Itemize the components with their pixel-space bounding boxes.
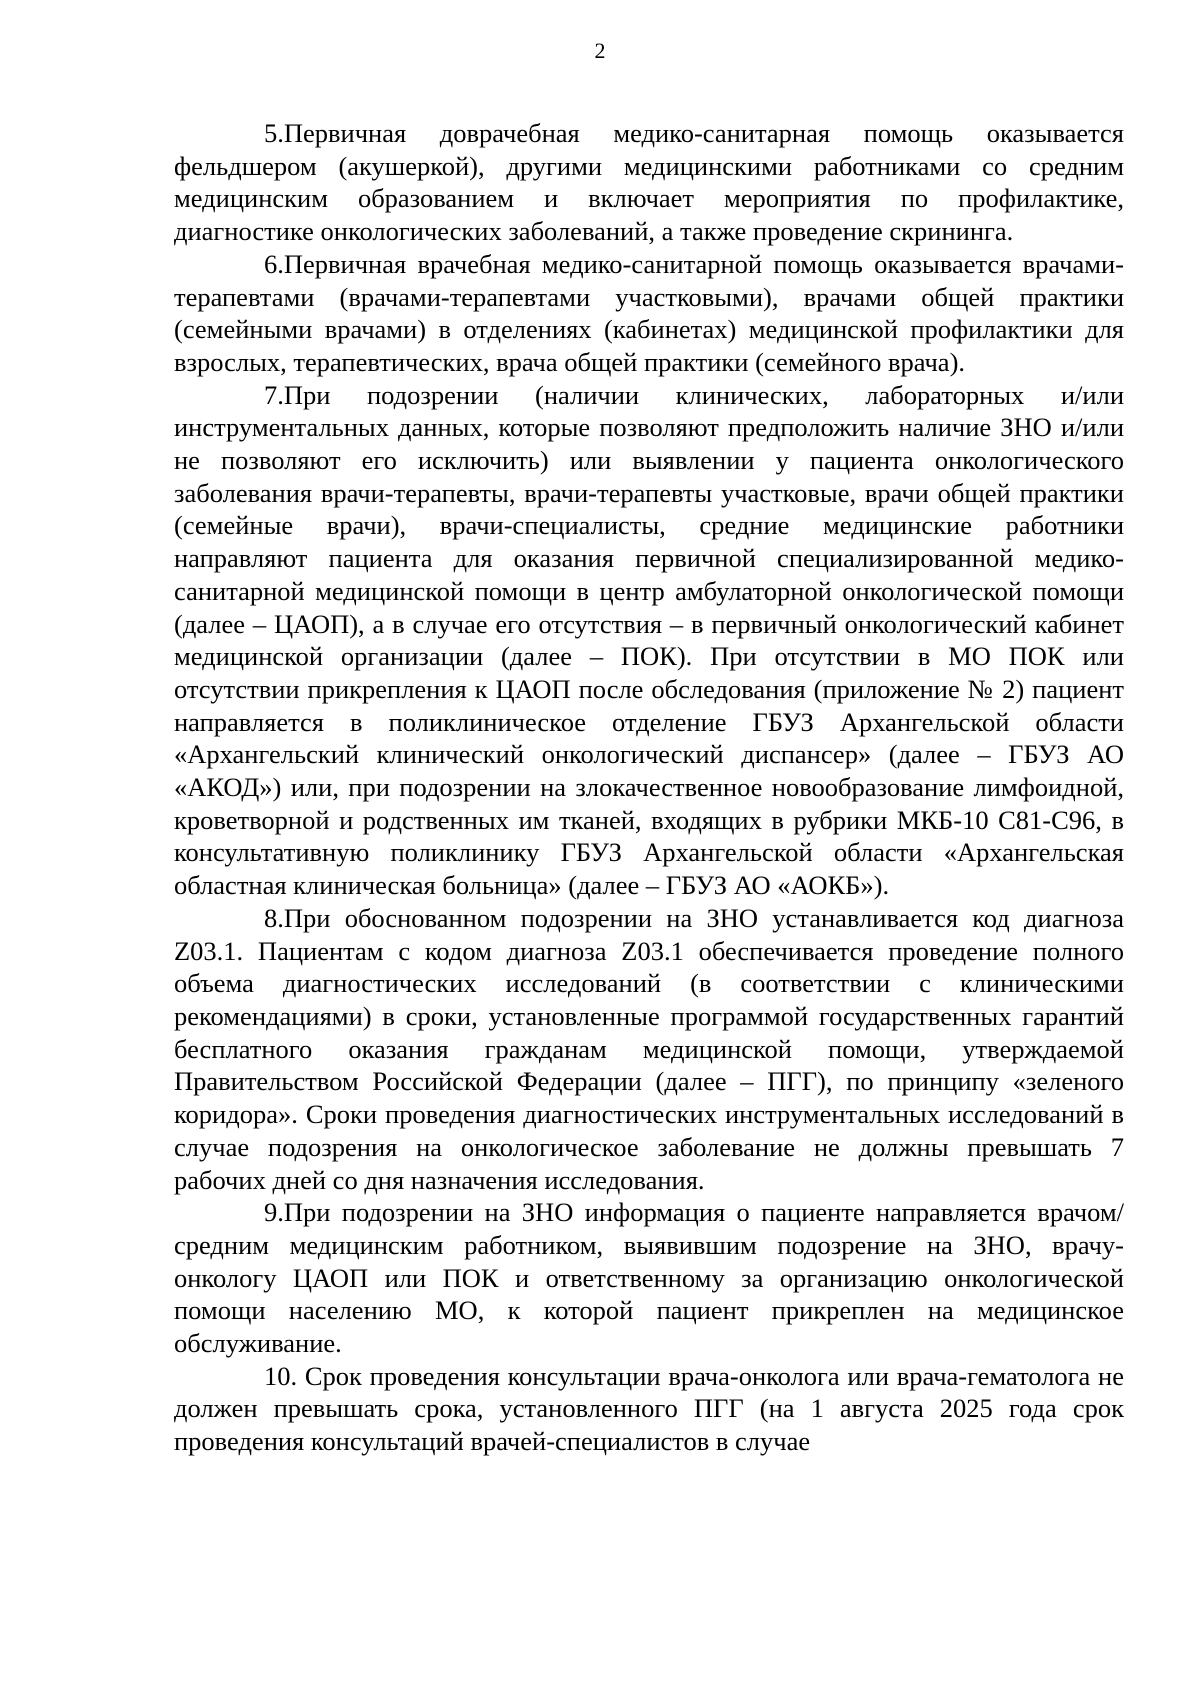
- paragraph-10: 10. Срок проведения консультации врача-онколога или врача-гематолога не должен превышать срока, установленного ПГГ (на 1 августа 2025 года срок проведения консультаций врачей-специалистов в случае: [174, 1360, 1124, 1457]
- document-body: [174, 117, 1124, 1458]
- paragraph-5: 5.Первичная доврачебная медико-санитарная помощь оказывается фельдшером (акушеркой), другими медицинскими работниками со средним медицинским образованием и включает мероприятия по профилактике, диагностике онкологических заболеваний, а также проведение скрининга.: [174, 118, 1124, 247]
- paragraph-9: 9.При подозрении на ЗНО информация о пациенте направляется врачом/средним медицинским работником, выявившим подозрение на ЗНО, врачу-онкологу ЦАОП или ПОК и ответственному за организацию онкологической помощи населению МО, к которой пациент прикреплен на медицинское обслуживание.: [174, 1197, 1124, 1359]
- paragraph-8: 8.При обоснованном подозрении на ЗНО устанавливается код диагноза Z03.1. Пациентам с кодом диагноза Z03.1 обеспечивается проведение полного объема диагностических исследований (в соответствии с клиническими рекомендациями) в сроки, установленные программой государственных гарантий бесплатного оказания гражданам медицинской помощи, утверждаемой Правительством Российской Федерации (далее – ПГГ), по принципу «зеленого коридора». Сроки проведения диагностических инструментальных исследований в случае подозрения на онкологическое заболевание не должны превышать 7 рабочих дней со дня назначения исследования.: [174, 902, 1124, 1195]
- paragraph-6: 6.Первичная врачебная медико-санитарной помощь оказывается врачами-терапевтами (врачами-терапевтами участковыми), врачами общей практики (семейными врачами) в отделениях (кабинетах) медицинской профилактики для взрослых, терапевтических, врача общей практики (семейного врача).: [174, 248, 1124, 377]
- page-number: 2: [594, 38, 606, 63]
- paragraph-7: 7.При подозрении (наличии клинических, лабораторных и/или инструментальных данных, которые позволяют предположить наличие ЗНО и/или не позволяют его исключить) или выявлении у пациента онкологического заболевания врачи-терапевты, врачи-терапевты участковые, врачи общей практики (семейные врачи), врачи-специалисты, средние медицинские работники направляют пациента для оказания первичной специализированной медико-санитарной медицинской помощи в центр амбулаторной онкологической помощи (далее – ЦАОП), а в случае его отсутствия – в первичный онкологический кабинет медицинской организации (далее – ПОК). При отсутствии в МО ПОК или отсутствии прикрепления к ЦАОП после обследования (приложение № 2) пациент направляется в поликлиническое отделение ГБУЗ Архангельской области «Архангельский клинический онкологический диспансер» (далее – ГБУЗ АО «АКОД») или, при подозрении на злокачественное новообразование лимфоидной, кроветворной и родственных им тканей, входящих в рубрики МКБ-10 С81-С96, в консультативную поликлинику ГБУЗ Архангельской области «Архангельская областная клиническая больница» (далее – ГБУЗ АО «АОКБ»).: [174, 379, 1124, 901]
